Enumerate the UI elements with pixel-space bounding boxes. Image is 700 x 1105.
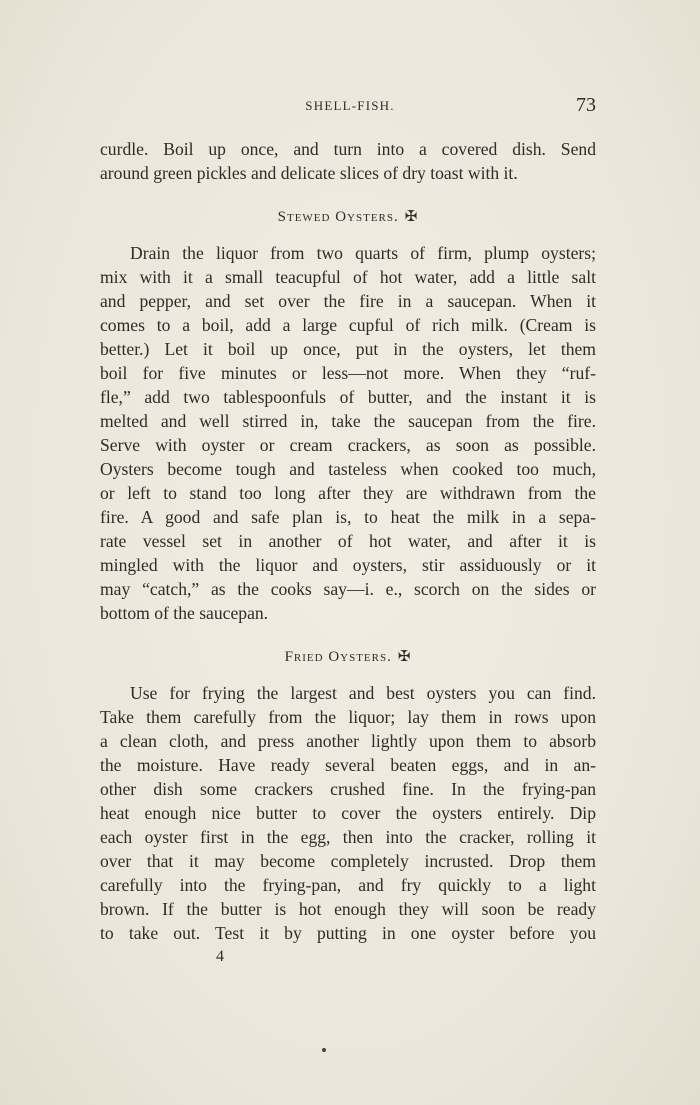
text-line: rate vessel set in another of hot water, and after it is <box>100 531 596 551</box>
section-heading-fried-oysters <box>100 645 596 669</box>
text-line: each oyster first in the egg, then into the cracker, rolling it <box>100 827 596 847</box>
text-line: carefully into the frying-pan, and fry quickly to a light <box>100 875 596 895</box>
text-line: curdle. Boil up once, and turn into a covered dish. Send <box>100 139 596 159</box>
text-line: and pepper, and set over the fire in a saucepan. When it <box>100 291 596 311</box>
text-line: Drain the liquor from two quarts of firm, plump oysters; <box>130 243 596 263</box>
text-line: may “catch,” as the cooks say—i. e., scorch on the sides or <box>100 579 596 599</box>
text-line: better.) Let it boil up once, put in the oysters, let them <box>100 339 596 359</box>
text-block <box>100 137 596 945</box>
text-line: over that it may become completely incrusted. Drop them <box>100 851 596 871</box>
text-line: Serve with oyster or cream crackers, as soon as possible. <box>100 435 596 455</box>
text-line: mingled with the liquor and oysters, stir assiduously or it <box>100 555 596 575</box>
text-line: mix with it a small teacupful of hot water, add a little salt <box>100 267 596 287</box>
text-line: bottom of the saucepan. <box>100 603 269 623</box>
text-line: heat enough nice butter to cover the oysters entirely. Dip <box>100 803 596 823</box>
heading-text: Fried Oysters. <box>284 649 392 665</box>
text-line: a clean cloth, and press another lightly upon them to absorb <box>100 731 596 751</box>
text-line: brown. If the butter is hot enough they will soon be ready <box>100 899 596 919</box>
heading-text: Stewed Oysters. <box>277 209 399 225</box>
text-line: fle,” add two tablespoonfuls of butter, and the instant it is <box>100 387 596 407</box>
section-heading-stewed-oysters <box>100 205 596 229</box>
text-line: Take them carefully from the liquor; lay them in rows upon <box>100 707 596 727</box>
text-line: to take out. Test it by putting in one oyster before you <box>100 923 596 943</box>
text-line: fire. A good and safe plan is, to heat the milk in a sepa- <box>100 507 596 527</box>
cross-ornament-icon: ✠ <box>404 209 419 225</box>
page-number: 73 <box>576 94 596 116</box>
text-line: or left to stand too long after they are withdrawn from the <box>100 483 596 503</box>
running-title: SHELL-FISH. <box>305 98 395 113</box>
text-line: boil for five minutes or less—not more. When they “ruf- <box>100 363 596 383</box>
text-line: melted and well stirred in, take the saucepan from the fire. <box>100 411 596 431</box>
cross-ornament-icon: ✠ <box>397 649 412 665</box>
running-head <box>100 96 600 120</box>
signature-mark: 4 <box>216 948 224 965</box>
ink-speck <box>322 1048 326 1052</box>
text-line: Use for frying the largest and best oysters you can find. <box>130 683 596 703</box>
text-line: other dish some crackers crushed fine. In the frying-pan <box>100 779 596 799</box>
text-line: Oysters become tough and tasteless when cooked too much, <box>100 459 596 479</box>
text-line: around green pickles and delicate slices of dry toast with it. <box>100 163 518 183</box>
text-line: the moisture. Have ready several beaten eggs, and in an- <box>100 755 596 775</box>
text-line: comes to a boil, add a large cupful of rich milk. (Cream is <box>100 315 596 335</box>
